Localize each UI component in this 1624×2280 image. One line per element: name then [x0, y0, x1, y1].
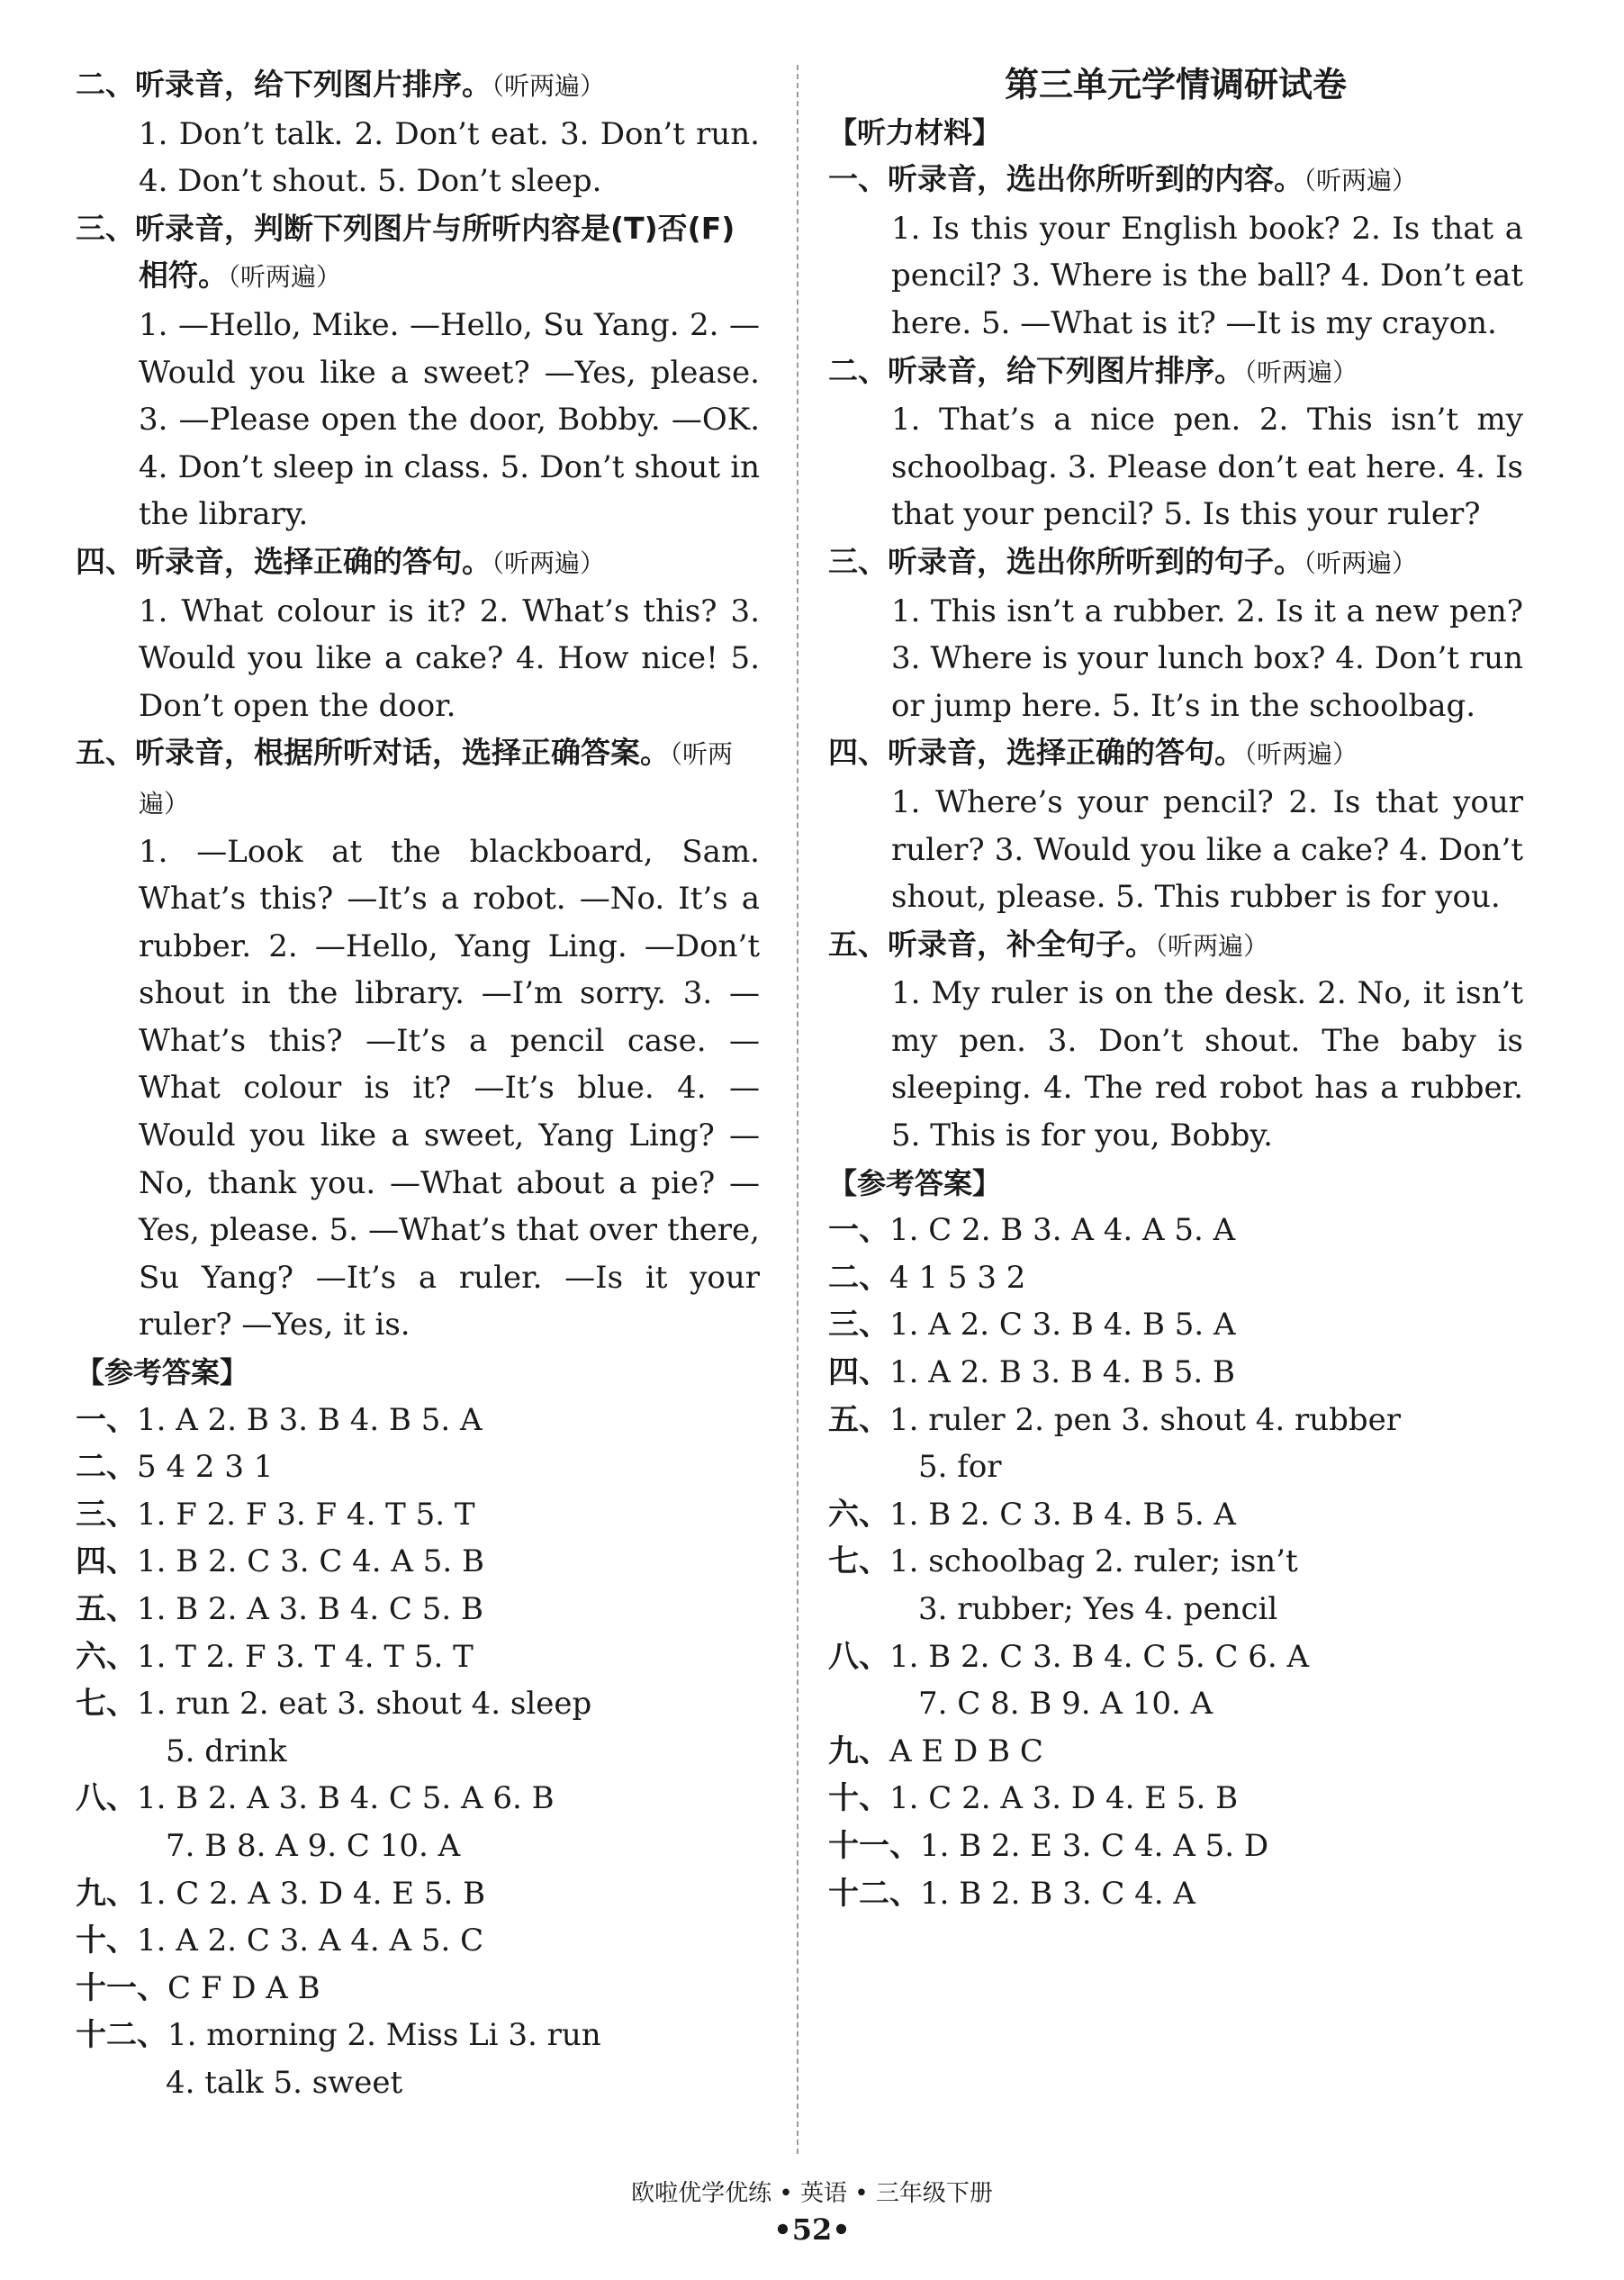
listening-section [828, 921, 1523, 1160]
answer-row: 八、1. B 2. A 3. B 4. C 5. A 6. B [76, 1780, 555, 1817]
left-column [76, 61, 760, 2107]
answer-row: 七、1. schoolbag 2. ruler; isn’t [828, 1543, 1298, 1580]
answer-row: 一、1. C 2. B 3. A 4. A 5. A [828, 1212, 1236, 1249]
answer-row: 5. for [918, 1449, 1002, 1486]
answer-row: 7. B 8. A 9. C 10. A [166, 1827, 461, 1864]
unit-title: 第三单元学情调研试卷 [1004, 65, 1347, 104]
answer-row: 七、1. run 2. eat 3. shout 4. sleep [76, 1686, 592, 1723]
section-title: 三、听录音，选出你所听到的句子。（听两遍） [828, 543, 1418, 579]
page-footer [0, 2177, 1624, 2249]
answer-row: 十、1. C 2. A 3. D 4. E 5. B [828, 1780, 1239, 1817]
book-title: 欧啦优学优练 • 英语 • 三年级下册 [631, 2180, 993, 2207]
answer-row: 六、1. T 2. F 3. T 4. T 5. T [76, 1638, 474, 1675]
column-divider [797, 65, 798, 2154]
right-column [828, 61, 1523, 1917]
listening-section [76, 205, 760, 538]
answer-header: 【参考答案】 [828, 1165, 1002, 1200]
listening-section [76, 729, 760, 1349]
answer-row: 四、1. A 2. B 3. B 4. B 5. B [828, 1354, 1235, 1391]
answer-row: 五、1. ruler 2. pen 3. shout 4. rubber [828, 1401, 1402, 1438]
listening-section [828, 348, 1523, 538]
answer-row: 八、1. B 2. C 3. B 4. C 5. C 6. A [828, 1638, 1310, 1675]
section-title: 四、听录音，选择正确的答句。（听两遍） [828, 735, 1358, 771]
section-text: 1. —Hello, Mike. —Hello, Su Yang. 2. —Would you like a sweet? —Yes, please. 3. —Please open the door, Bobby. —OK. 4. Don’t sleep in class. 5. Don’t shout in the library. [139, 306, 760, 533]
section-text: 1. —Look at the blackboard, Sam. What’s this? —It’s a robot. —No. It’s a rubber. 2. —Hello, Yang Ling. —Don’t shout in the library. —I’m sorry. 3. —What’s this? —It’s a pencil case. —What colour is it? —It’s blue. 4. —Would you like a sweet, Yang Ling? —No, thank you. —What about a pie? —Yes, please. 5. —What’s that over there, Su Yang? —It’s a ruler. —Is it your ruler? —Yes, it is. [139, 833, 760, 1344]
listening-section [76, 61, 760, 205]
listening-section [76, 538, 760, 729]
answer-row: 九、1. C 2. A 3. D 4. E 5. B [76, 1875, 486, 1912]
answer-row: 三、1. A 2. C 3. B 4. B 5. A [828, 1307, 1236, 1344]
answer-row: 二、5 4 2 3 1 [76, 1449, 274, 1486]
material-header: 【听力材料】 [828, 114, 1002, 149]
answer-row: 3. rubber; Yes 4. pencil [918, 1591, 1278, 1627]
answer-list [828, 1207, 1523, 1917]
section-text: 1. This isn’t a rubber. 2. Is it a new pen? 3. Where is your lunch box? 4. Don’t run or jump here. 5. It’s in the schoolbag. [891, 593, 1523, 724]
answer-row: 六、1. B 2. C 3. B 4. B 5. A [828, 1496, 1236, 1533]
section-title: 五、听录音，补全句子。（听两遍） [828, 926, 1269, 962]
section-text: 1. My ruler is on the desk. 2. No, it isn’t my pen. 3. Don’t shout. The baby is sleeping. 4. The red robot has a rubber. 5. This is for you, Bobby. [891, 975, 1523, 1154]
answer-row: 十二、1. B 2. B 3. C 4. A [828, 1875, 1195, 1912]
answer-row: 十二、1. morning 2. Miss Li 3. run [76, 2017, 601, 2054]
section-text: 1. Don’t talk. 2. Don’t eat. 3. Don’t run. 4. Don’t shout. 5. Don’t sleep. [139, 115, 760, 200]
answer-header: 【参考答案】 [76, 1355, 249, 1390]
section-title: 三、听录音，判断下列图片与所听内容是(T)否(F)相符。（听两遍） [76, 210, 735, 294]
listening-section [828, 729, 1523, 920]
listening-section [828, 538, 1523, 729]
answer-row: 五、1. B 2. A 3. B 4. C 5. B [76, 1591, 483, 1627]
section-title: 四、听录音，选择正确的答句。（听两遍） [76, 543, 606, 579]
answer-row: 四、1. B 2. C 3. C 4. A 5. B [76, 1543, 485, 1580]
answer-row: 十、1. A 2. C 3. A 4. A 5. C [76, 1923, 484, 1959]
answer-row: 十一、1. B 2. E 3. C 4. A 5. D [828, 1827, 1269, 1864]
answer-row: 4. talk 5. sweet [166, 2064, 403, 2101]
answer-row: 7. C 8. B 9. A 10. A [918, 1686, 1213, 1723]
listening-section [828, 156, 1523, 347]
section-text: 1. That’s a nice pen. 2. This isn’t my schoolbag. 3. Please don’t eat here. 4. Is that your pencil? 5. Is this your ruler? [891, 402, 1523, 533]
answer-row: 十一、C F D A B [76, 1969, 320, 2006]
answer-row: 一、1. A 2. B 3. B 4. B 5. A [76, 1401, 483, 1438]
page-number: •52• [773, 2212, 851, 2247]
section-title: 五、听录音，根据所听对话，选择正确答案。（听两遍） [76, 735, 734, 819]
answer-row: 5. drink [166, 1733, 287, 1769]
section-text: 1. Is this your English book? 2. Is that a pencil? 3. Where is the ball? 4. Don’t eat here. 5. —What is it? —It is my crayon. [891, 210, 1523, 341]
answer-row: 九、A E D B C [828, 1733, 1043, 1769]
section-text: 1. Where’s your pencil? 2. Is that your ruler? 3. Would you like a cake? 4. Don’t shout, please. 5. This rubber is for you. [891, 783, 1523, 916]
section-text: 1. What colour is it? 2. What’s this? 3. Would you like a cake? 4. How nice! 5. Don’t open the door. [139, 593, 760, 724]
section-title: 二、听录音，给下列图片排序。（听两遍） [828, 352, 1358, 388]
section-title: 二、听录音，给下列图片排序。（听两遍） [76, 67, 606, 102]
answer-row: 三、1. F 2. F 3. F 4. T 5. T [76, 1496, 475, 1533]
answer-list [76, 1397, 760, 2107]
section-title: 一、听录音，选出你所听到的内容。（听两遍） [828, 161, 1418, 197]
answer-row: 二、4 1 5 3 2 [828, 1259, 1026, 1296]
